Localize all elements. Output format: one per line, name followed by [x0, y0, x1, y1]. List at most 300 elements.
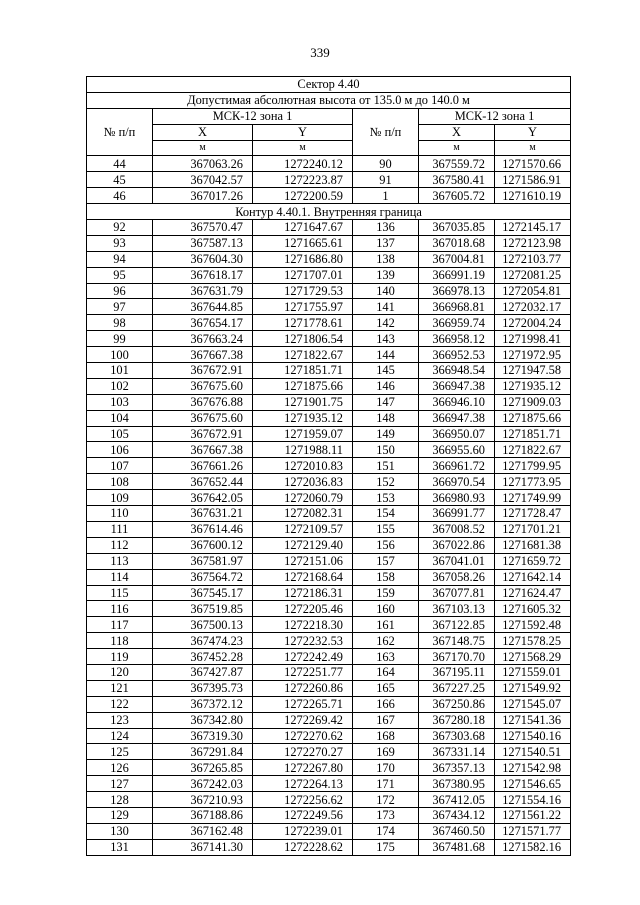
- y-value-left: 1271806.54: [253, 331, 353, 347]
- y-value-right: 1271549.92: [495, 680, 571, 696]
- x-value-right: 366991.19: [419, 267, 495, 283]
- y-value-left: 1272260.86: [253, 680, 353, 696]
- x-value-left: 367631.79: [153, 283, 253, 299]
- point-num-left: 113: [87, 553, 153, 569]
- x-value-right: 367559.72: [419, 156, 495, 172]
- table-row: [87, 299, 571, 315]
- y-value-right: 1271749.99: [495, 490, 571, 506]
- point-num-left: 111: [87, 521, 153, 537]
- y-value-left: 1271665.61: [253, 235, 353, 251]
- y-value-left: 1272270.27: [253, 744, 353, 760]
- point-num-right: 172: [353, 792, 419, 808]
- y-value-left: 1271729.53: [253, 283, 353, 299]
- point-num-right: 137: [353, 235, 419, 251]
- rows-top: [87, 156, 571, 204]
- x-value-left: 367500.13: [153, 617, 253, 633]
- y-value-right: 1271998.41: [495, 331, 571, 347]
- x-value-left: 367162.48: [153, 823, 253, 839]
- table-row: [87, 585, 571, 601]
- y-value-left: 1272265.71: [253, 696, 353, 712]
- y-value-right: 1272054.81: [495, 283, 571, 299]
- x-value-left: 367642.05: [153, 490, 253, 506]
- y-value-left: 1272232.53: [253, 633, 353, 649]
- table-row: [87, 394, 571, 410]
- table-row: [87, 283, 571, 299]
- table-row: [87, 267, 571, 283]
- point-num-right: 166: [353, 696, 419, 712]
- y-value-left: 1272109.57: [253, 521, 353, 537]
- y-unit-left: м: [253, 140, 353, 156]
- table-row: [87, 363, 571, 379]
- point-num-right: 162: [353, 633, 419, 649]
- x-value-right: 367280.18: [419, 712, 495, 728]
- point-num-right: 155: [353, 521, 419, 537]
- point-num-right: 167: [353, 712, 419, 728]
- x-value-left: 367676.88: [153, 394, 253, 410]
- system-header-right: МСК-12 зона 1: [419, 108, 571, 124]
- point-num-left: 124: [87, 728, 153, 744]
- y-value-right: 1271559.01: [495, 664, 571, 680]
- x-value-right: 367022.86: [419, 537, 495, 553]
- table-row: [87, 490, 571, 506]
- x-value-right: 366959.74: [419, 315, 495, 331]
- y-value-right: 1271540.51: [495, 744, 571, 760]
- table-row: [87, 537, 571, 553]
- y-value-left: 1272269.42: [253, 712, 353, 728]
- x-value-right: 366958.12: [419, 331, 495, 347]
- point-num-left: 108: [87, 474, 153, 490]
- point-num-right: 168: [353, 728, 419, 744]
- point-num-left: 122: [87, 696, 153, 712]
- x-value-left: 367663.24: [153, 331, 253, 347]
- point-num-right: 175: [353, 839, 419, 855]
- point-num-left: 107: [87, 458, 153, 474]
- y-value-left: 1272082.31: [253, 506, 353, 522]
- point-num-right: 161: [353, 617, 419, 633]
- y-value-right: 1271799.95: [495, 458, 571, 474]
- y-value-left: 1272267.80: [253, 760, 353, 776]
- x-value-right: 367460.50: [419, 823, 495, 839]
- x-value-right: 367380.95: [419, 776, 495, 792]
- table-row: [87, 823, 571, 839]
- x-value-left: 367672.91: [153, 426, 253, 442]
- table-row: [87, 315, 571, 331]
- y-value-left: 1272168.64: [253, 569, 353, 585]
- y-value-left: 1272200.59: [253, 188, 353, 204]
- point-num-right: 139: [353, 267, 419, 283]
- num-header-left: № п/п: [87, 108, 153, 156]
- x-value-left: 367291.84: [153, 744, 253, 760]
- point-num-left: 131: [87, 839, 153, 855]
- table-row: [87, 792, 571, 808]
- y-value-left: 1271875.66: [253, 378, 353, 394]
- y-value-left: 1272239.01: [253, 823, 353, 839]
- y-value-right: 1271610.19: [495, 188, 571, 204]
- point-num-left: 121: [87, 680, 153, 696]
- point-num-right: 91: [353, 172, 419, 188]
- y-value-left: 1272251.77: [253, 664, 353, 680]
- y-value-right: 1271728.47: [495, 506, 571, 522]
- point-num-right: 147: [353, 394, 419, 410]
- point-num-left: 103: [87, 394, 153, 410]
- x-value-right: 367004.81: [419, 251, 495, 267]
- y-value-right: 1271578.25: [495, 633, 571, 649]
- x-value-left: 367395.73: [153, 680, 253, 696]
- x-value-right: 367227.25: [419, 680, 495, 696]
- table-row: [87, 712, 571, 728]
- y-value-right: 1271561.22: [495, 807, 571, 823]
- point-num-left: 106: [87, 442, 153, 458]
- x-value-right: 366948.54: [419, 363, 495, 379]
- table-row: [87, 474, 571, 490]
- x-value-left: 367265.85: [153, 760, 253, 776]
- x-value-right: 367041.01: [419, 553, 495, 569]
- x-value-left: 367545.17: [153, 585, 253, 601]
- y-value-left: 1272249.56: [253, 807, 353, 823]
- y-value-right: 1272103.77: [495, 251, 571, 267]
- point-num-left: 99: [87, 331, 153, 347]
- table-row: [87, 760, 571, 776]
- table-row: [87, 378, 571, 394]
- point-num-right: 152: [353, 474, 419, 490]
- table-row: [87, 220, 571, 236]
- point-num-left: 115: [87, 585, 153, 601]
- point-num-right: 140: [353, 283, 419, 299]
- x-value-right: 366947.38: [419, 378, 495, 394]
- x-unit-left: м: [153, 140, 253, 156]
- point-num-right: 169: [353, 744, 419, 760]
- x-value-left: 367452.28: [153, 649, 253, 665]
- point-num-left: 92: [87, 220, 153, 236]
- x-value-left: 367667.38: [153, 442, 253, 458]
- y-value-left: 1272151.06: [253, 553, 353, 569]
- point-num-left: 112: [87, 537, 153, 553]
- x-value-right: 367195.11: [419, 664, 495, 680]
- x-value-left: 367600.12: [153, 537, 253, 553]
- y-value-left: 1272223.87: [253, 172, 353, 188]
- x-value-left: 367474.23: [153, 633, 253, 649]
- y-value-left: 1272242.49: [253, 649, 353, 665]
- table-row: [87, 569, 571, 585]
- x-value-left: 367519.85: [153, 601, 253, 617]
- point-num-left: 114: [87, 569, 153, 585]
- point-num-left: 46: [87, 188, 153, 204]
- table-row: [87, 728, 571, 744]
- y-value-left: 1272240.12: [253, 156, 353, 172]
- y-value-right: 1271540.16: [495, 728, 571, 744]
- x-value-left: 367618.17: [153, 267, 253, 283]
- y-value-right: 1272145.17: [495, 220, 571, 236]
- point-num-left: 102: [87, 378, 153, 394]
- y-value-left: 1272264.13: [253, 776, 353, 792]
- point-num-right: 142: [353, 315, 419, 331]
- x-value-right: 366978.13: [419, 283, 495, 299]
- sector-title: Сектор 4.40: [87, 77, 571, 93]
- y-value-left: 1272256.62: [253, 792, 353, 808]
- table-row: [87, 172, 571, 188]
- y-value-right: 1271586.91: [495, 172, 571, 188]
- x-value-right: 366980.93: [419, 490, 495, 506]
- table-row: [87, 617, 571, 633]
- table-row: [87, 553, 571, 569]
- point-num-right: 136: [353, 220, 419, 236]
- x-value-left: 367661.26: [153, 458, 253, 474]
- point-num-right: 153: [353, 490, 419, 506]
- x-value-left: 367667.38: [153, 347, 253, 363]
- y-value-right: 1271851.71: [495, 426, 571, 442]
- x-value-left: 367372.12: [153, 696, 253, 712]
- point-num-left: 96: [87, 283, 153, 299]
- page-number: 339: [310, 45, 330, 60]
- point-num-right: 151: [353, 458, 419, 474]
- point-num-left: 93: [87, 235, 153, 251]
- point-num-right: 165: [353, 680, 419, 696]
- point-num-left: 110: [87, 506, 153, 522]
- point-num-left: 104: [87, 410, 153, 426]
- table-row: [87, 188, 571, 204]
- table-row: [87, 442, 571, 458]
- y-value-left: 1272270.62: [253, 728, 353, 744]
- point-num-right: 148: [353, 410, 419, 426]
- system-header-left: МСК-12 зона 1: [153, 108, 353, 124]
- point-num-left: 120: [87, 664, 153, 680]
- rows-contour: [87, 220, 571, 856]
- x-value-right: 367303.68: [419, 728, 495, 744]
- x-value-left: 367654.17: [153, 315, 253, 331]
- y-value-right: 1271875.66: [495, 410, 571, 426]
- x-value-right: 367357.13: [419, 760, 495, 776]
- y-value-right: 1271582.16: [495, 839, 571, 855]
- num-header-right: № п/п: [353, 108, 419, 156]
- y-value-right: 1271935.12: [495, 378, 571, 394]
- x-value-left: 367570.47: [153, 220, 253, 236]
- point-num-right: 173: [353, 807, 419, 823]
- table-row: [87, 601, 571, 617]
- x-value-left: 367652.44: [153, 474, 253, 490]
- y-value-right: 1271542.98: [495, 760, 571, 776]
- y-value-right: 1271773.95: [495, 474, 571, 490]
- x-value-left: 367604.30: [153, 251, 253, 267]
- x-value-left: 367631.21: [153, 506, 253, 522]
- point-num-left: 98: [87, 315, 153, 331]
- point-num-right: 145: [353, 363, 419, 379]
- y-value-left: 1271959.07: [253, 426, 353, 442]
- y-value-right: 1271947.58: [495, 363, 571, 379]
- table-row: [87, 458, 571, 474]
- table-row: [87, 649, 571, 665]
- y-value-left: 1271707.01: [253, 267, 353, 283]
- x-value-right: 367481.68: [419, 839, 495, 855]
- y-value-right: 1271972.95: [495, 347, 571, 363]
- x-value-right: 367122.85: [419, 617, 495, 633]
- y-value-left: 1271755.97: [253, 299, 353, 315]
- table-row: [87, 696, 571, 712]
- x-value-left: 367587.13: [153, 235, 253, 251]
- x-value-left: 367342.80: [153, 712, 253, 728]
- point-num-left: 95: [87, 267, 153, 283]
- y-header-right: Y: [495, 124, 571, 140]
- point-num-right: 143: [353, 331, 419, 347]
- point-num-left: 116: [87, 601, 153, 617]
- point-num-right: 158: [353, 569, 419, 585]
- table-row: [87, 235, 571, 251]
- x-value-right: 366968.81: [419, 299, 495, 315]
- table-row: [87, 521, 571, 537]
- y-value-right: 1271624.47: [495, 585, 571, 601]
- x-value-left: 367644.85: [153, 299, 253, 315]
- x-value-left: 367188.86: [153, 807, 253, 823]
- y-value-left: 1271778.61: [253, 315, 353, 331]
- table-row: [87, 744, 571, 760]
- contour-label: Контур 4.40.1. Внутренняя граница: [87, 204, 571, 220]
- point-num-right: 163: [353, 649, 419, 665]
- x-value-right: 367008.52: [419, 521, 495, 537]
- point-num-right: 159: [353, 585, 419, 601]
- y-value-right: 1272004.24: [495, 315, 571, 331]
- x-value-left: 367581.97: [153, 553, 253, 569]
- table-row: [87, 664, 571, 680]
- table-row: [87, 680, 571, 696]
- table-row: [87, 410, 571, 426]
- point-num-left: 126: [87, 760, 153, 776]
- point-num-right: 146: [353, 378, 419, 394]
- y-value-left: 1271901.75: [253, 394, 353, 410]
- table-row: [87, 633, 571, 649]
- point-num-left: 130: [87, 823, 153, 839]
- y-value-left: 1272129.40: [253, 537, 353, 553]
- point-num-right: 170: [353, 760, 419, 776]
- x-value-left: 367042.57: [153, 172, 253, 188]
- point-num-left: 100: [87, 347, 153, 363]
- point-num-right: 174: [353, 823, 419, 839]
- y-value-right: 1271822.67: [495, 442, 571, 458]
- y-value-left: 1272036.83: [253, 474, 353, 490]
- x-value-right: 367580.41: [419, 172, 495, 188]
- point-num-left: 105: [87, 426, 153, 442]
- point-num-left: 97: [87, 299, 153, 315]
- x-value-right: 367434.12: [419, 807, 495, 823]
- x-header-left: X: [153, 124, 253, 140]
- y-value-left: 1271686.80: [253, 251, 353, 267]
- table-row: [87, 331, 571, 347]
- x-value-left: 367427.87: [153, 664, 253, 680]
- point-num-left: 129: [87, 807, 153, 823]
- x-value-right: 367250.86: [419, 696, 495, 712]
- y-value-left: 1272060.79: [253, 490, 353, 506]
- y-header-left: Y: [253, 124, 353, 140]
- x-value-right: 367331.14: [419, 744, 495, 760]
- point-num-left: 125: [87, 744, 153, 760]
- point-num-right: 144: [353, 347, 419, 363]
- point-num-left: 117: [87, 617, 153, 633]
- height-range-title: Допустимая абсолютная высота от 135.0 м до 140.0 м: [87, 92, 571, 108]
- x-value-right: 366946.10: [419, 394, 495, 410]
- table-row: [87, 776, 571, 792]
- table-row: [87, 839, 571, 855]
- y-value-left: 1272186.31: [253, 585, 353, 601]
- y-unit-right: м: [495, 140, 571, 156]
- x-value-left: 367614.46: [153, 521, 253, 537]
- point-num-right: 160: [353, 601, 419, 617]
- y-value-right: 1271701.21: [495, 521, 571, 537]
- x-value-right: 367148.75: [419, 633, 495, 649]
- x-value-right: 367077.81: [419, 585, 495, 601]
- x-value-left: 367675.60: [153, 378, 253, 394]
- y-value-right: 1271570.66: [495, 156, 571, 172]
- point-num-left: 44: [87, 156, 153, 172]
- x-value-right: 367103.13: [419, 601, 495, 617]
- x-value-right: 367035.85: [419, 220, 495, 236]
- y-value-right: 1271546.65: [495, 776, 571, 792]
- x-value-left: 367564.72: [153, 569, 253, 585]
- y-value-right: 1272081.25: [495, 267, 571, 283]
- x-header-right: X: [419, 124, 495, 140]
- point-num-right: 141: [353, 299, 419, 315]
- x-value-left: 367319.30: [153, 728, 253, 744]
- x-value-left: 367210.93: [153, 792, 253, 808]
- y-value-left: 1271851.71: [253, 363, 353, 379]
- table-row: [87, 347, 571, 363]
- y-value-left: 1272010.83: [253, 458, 353, 474]
- point-num-right: 154: [353, 506, 419, 522]
- table-row: [87, 807, 571, 823]
- x-value-right: 366961.72: [419, 458, 495, 474]
- y-value-left: 1272228.62: [253, 839, 353, 855]
- y-value-right: 1271545.07: [495, 696, 571, 712]
- point-num-left: 45: [87, 172, 153, 188]
- point-num-right: 150: [353, 442, 419, 458]
- x-value-right: 367412.05: [419, 792, 495, 808]
- point-num-left: 109: [87, 490, 153, 506]
- x-value-right: 366952.53: [419, 347, 495, 363]
- y-value-left: 1272205.46: [253, 601, 353, 617]
- point-num-left: 101: [87, 363, 153, 379]
- x-value-right: 366950.07: [419, 426, 495, 442]
- x-value-right: 367605.72: [419, 188, 495, 204]
- y-value-left: 1271988.11: [253, 442, 353, 458]
- y-value-right: 1271642.14: [495, 569, 571, 585]
- y-value-right: 1272032.17: [495, 299, 571, 315]
- x-value-right: 367018.68: [419, 235, 495, 251]
- y-value-left: 1271647.67: [253, 220, 353, 236]
- y-value-left: 1271935.12: [253, 410, 353, 426]
- point-num-right: 164: [353, 664, 419, 680]
- x-value-left: 367242.03: [153, 776, 253, 792]
- y-value-right: 1271571.77: [495, 823, 571, 839]
- point-num-left: 94: [87, 251, 153, 267]
- x-value-left: 367017.26: [153, 188, 253, 204]
- x-value-right: 367170.70: [419, 649, 495, 665]
- point-num-left: 119: [87, 649, 153, 665]
- table-row: [87, 251, 571, 267]
- point-num-left: 118: [87, 633, 153, 649]
- x-value-right: 366991.77: [419, 506, 495, 522]
- point-num-left: 127: [87, 776, 153, 792]
- y-value-right: 1271681.38: [495, 537, 571, 553]
- y-value-right: 1272123.98: [495, 235, 571, 251]
- table-row: [87, 506, 571, 522]
- y-value-right: 1271605.32: [495, 601, 571, 617]
- x-value-left: 367675.60: [153, 410, 253, 426]
- x-value-right: 366947.38: [419, 410, 495, 426]
- coordinates-table: [86, 76, 571, 856]
- y-value-right: 1271592.48: [495, 617, 571, 633]
- y-value-left: 1271822.67: [253, 347, 353, 363]
- y-value-left: 1272218.30: [253, 617, 353, 633]
- y-value-right: 1271909.03: [495, 394, 571, 410]
- x-value-right: 367058.26: [419, 569, 495, 585]
- x-value-left: 367141.30: [153, 839, 253, 855]
